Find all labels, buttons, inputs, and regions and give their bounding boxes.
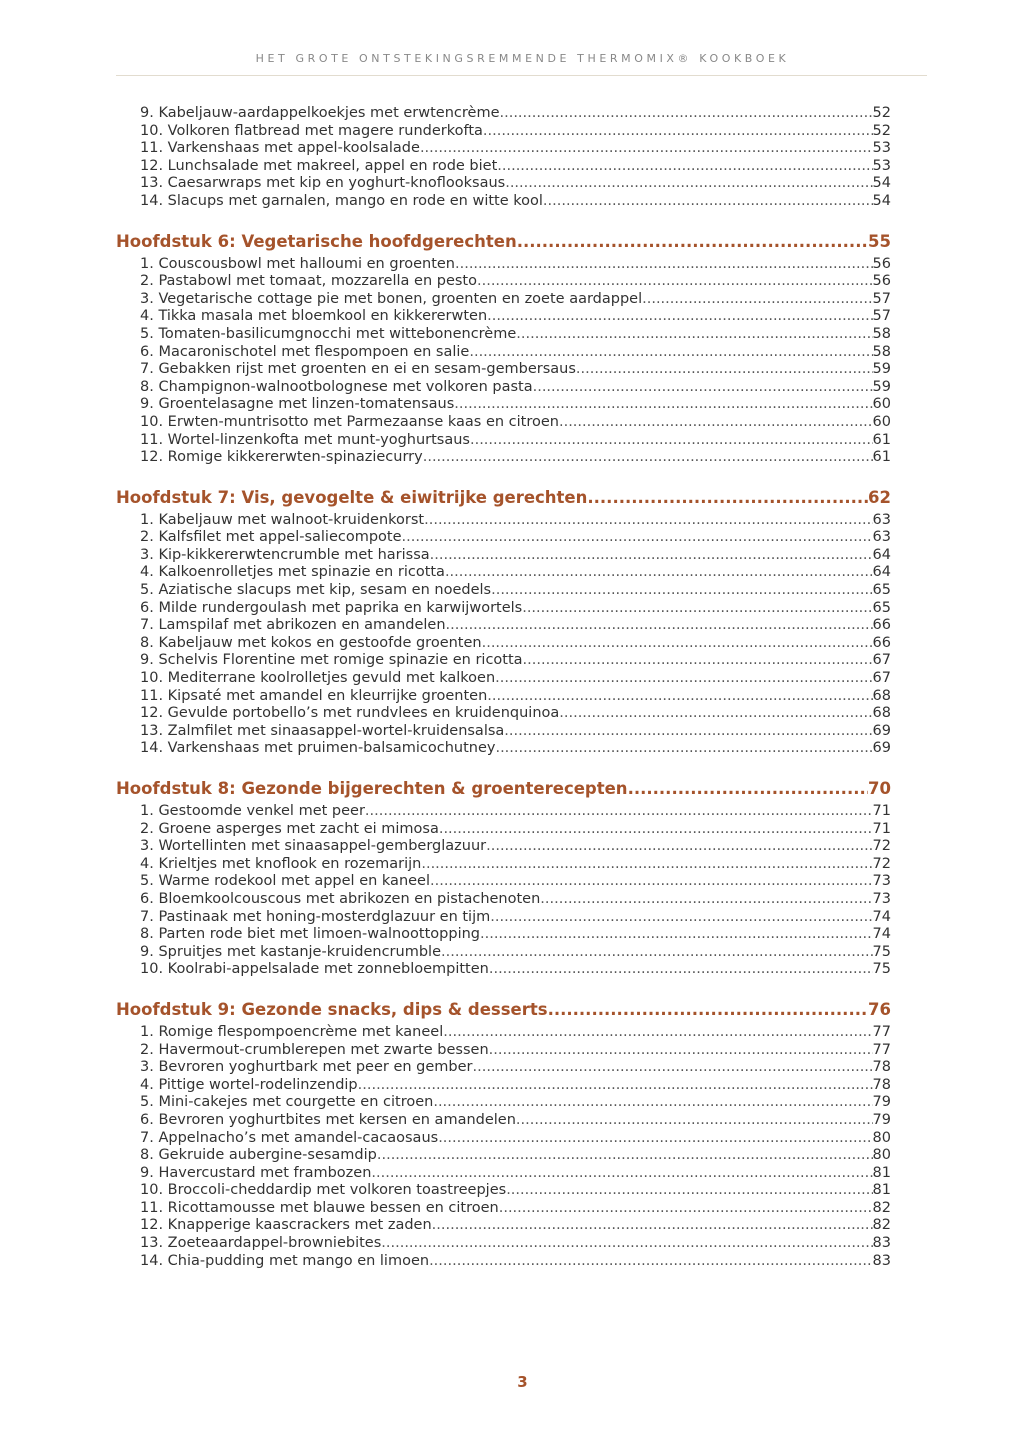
entry-page-number: 58	[872, 325, 891, 342]
dot-leader	[628, 778, 868, 800]
dot-leader	[533, 379, 873, 397]
entry-title: 12. Lunchsalade met makreel, appel en rode biet	[140, 157, 498, 174]
entry-title: 2. Havermout-crumblerepen met zwarte bessen	[140, 1041, 489, 1058]
entry-title: 2. Groene asperges met zacht ei mimosa	[140, 820, 439, 837]
entry-page-number: 82	[872, 1217, 891, 1234]
entry-page-number: 71	[872, 820, 891, 837]
entry-page-number: 67	[872, 670, 891, 687]
dot-leader	[454, 396, 872, 414]
toc-entry[interactable]	[116, 344, 891, 362]
toc-entry[interactable]	[116, 838, 891, 856]
header-divider	[116, 75, 927, 76]
dot-leader	[487, 308, 872, 326]
entry-title: 8. Champignon-walnootbolognese met volkoren pasta	[140, 378, 533, 395]
entry-page-number: 65	[872, 582, 891, 599]
dot-leader	[473, 1059, 873, 1077]
entry-title: 10. Erwten-muntrisotto met Parmezaanse kaas en citroen	[140, 413, 559, 430]
entry-title: 5. Mini-cakejes met courgette en citroen	[140, 1094, 434, 1111]
entry-page-number: 81	[872, 1164, 891, 1181]
entry-page-number: 66	[872, 634, 891, 651]
entry-page-number: 57	[872, 290, 891, 307]
toc-entry[interactable]	[116, 326, 891, 344]
entry-title: 5. Warme rodekool met appel en kaneel	[140, 873, 430, 890]
entry-page-number: 79	[872, 1094, 891, 1111]
dot-leader	[540, 891, 872, 909]
chapter-title: Hoofdstuk 8: Gezonde bijgerechten & groenterecepten	[116, 779, 628, 798]
entry-page-number: 72	[872, 855, 891, 872]
dot-leader	[517, 231, 868, 253]
entry-title: 10. Broccoli-cheddardip met volkoren toastreepjes	[140, 1182, 507, 1199]
dot-leader	[495, 740, 872, 758]
dot-leader	[559, 414, 873, 432]
entry-title: 4. Pittige wortel-rodelinzendip	[140, 1076, 358, 1093]
entry-page-number: 83	[872, 1235, 891, 1252]
entry-title: 6. Bevroren yoghurtbites met kersen en amandelen	[140, 1111, 516, 1128]
dot-leader	[543, 193, 873, 211]
dot-leader	[438, 1130, 872, 1148]
entry-page-number: 52	[872, 122, 891, 139]
toc-entry[interactable]	[116, 1042, 891, 1060]
entry-title: 9. Groentelasagne met linzen-tomatensaus	[140, 396, 455, 413]
toc-entry[interactable]	[116, 740, 891, 758]
entry-page-number: 83	[872, 1252, 891, 1269]
entry-page-number: 74	[872, 908, 891, 925]
chapter-heading[interactable]	[116, 778, 891, 800]
dot-leader	[358, 1077, 873, 1095]
chapter-title: Hoofdstuk 7: Vis, gevogelte & eiwitrijke gerechten	[116, 487, 588, 507]
dot-leader	[490, 909, 872, 927]
entry-title: 3. Kip-kikkererwtencrumble met harissa	[140, 546, 430, 563]
entry-title: 9. Spruitjes met kastanje-kruidencrumble	[140, 943, 441, 960]
entry-page-number: 61	[872, 431, 891, 448]
toc-entry[interactable]	[116, 1200, 891, 1218]
entry-title: 7. Gebakken rijst met groenten en ei en sesam-gembersaus	[140, 361, 576, 378]
toc-entry[interactable]	[116, 432, 891, 450]
entry-title: 3. Wortellinten met sinaasappel-gemberglazuur	[140, 838, 487, 855]
toc-entry[interactable]	[116, 803, 891, 821]
toc-entry[interactable]	[116, 123, 891, 141]
entry-page-number: 77	[872, 1023, 891, 1040]
toc-entry[interactable]	[116, 273, 891, 291]
entry-page-number: 73	[872, 890, 891, 907]
entry-page-number: 56	[872, 255, 891, 272]
toc-entry[interactable]	[116, 617, 891, 635]
entry-title: 9. Kabeljauw-aardappelkoekjes met erwtencrème	[140, 105, 500, 121]
dot-leader	[446, 617, 873, 635]
chapter-page-number: 76	[868, 999, 891, 1019]
entry-title: 13. Zoeteaardappel-browniebites	[140, 1235, 382, 1252]
toc-entry[interactable]	[116, 1147, 891, 1165]
dot-leader	[470, 432, 873, 450]
dot-leader	[443, 1024, 872, 1042]
entry-page-number: 81	[872, 1182, 891, 1199]
entry-title: 8. Gekruide aubergine-sesamdip	[140, 1147, 377, 1164]
entry-title: 11. Kipsaté met amandel en kleurrijke groenten	[140, 687, 488, 704]
entry-title: 12. Knapperige kaascrackers met zaden	[140, 1217, 432, 1234]
entry-page-number: 64	[872, 546, 891, 563]
entry-page-number: 69	[872, 722, 891, 739]
toc-entry[interactable]	[116, 909, 891, 927]
entry-page-number: 54	[872, 192, 891, 209]
dot-leader	[433, 1094, 872, 1112]
dot-leader	[420, 140, 873, 158]
dot-leader	[500, 105, 873, 123]
toc-entry[interactable]	[116, 512, 891, 530]
entry-page-number: 53	[872, 157, 891, 174]
toc-entry[interactable]	[116, 1112, 891, 1130]
entry-page-number: 57	[872, 308, 891, 325]
dot-leader	[489, 1042, 873, 1060]
dot-leader	[504, 723, 872, 741]
toc-entry[interactable]	[116, 1182, 891, 1200]
toc-entry[interactable]	[116, 688, 891, 706]
page-number: 3	[517, 1373, 528, 1391]
toc-entry[interactable]	[116, 926, 891, 944]
chapter-heading[interactable]	[116, 999, 891, 1021]
dot-leader	[477, 273, 873, 291]
entry-page-number: 60	[872, 413, 891, 430]
entry-page-number: 71	[872, 803, 891, 819]
entry-page-number: 54	[872, 175, 891, 192]
entry-page-number: 68	[872, 687, 891, 704]
toc-entry[interactable]	[116, 723, 891, 741]
dot-leader	[423, 449, 873, 467]
entry-page-number: 53	[872, 140, 891, 157]
entry-page-number: 66	[872, 617, 891, 634]
toc-entry[interactable]	[116, 308, 891, 326]
entry-page-number: 56	[872, 273, 891, 290]
entry-title: 10. Koolrabi-appelsalade met zonnebloempitten	[140, 961, 489, 978]
dot-leader	[439, 821, 873, 839]
dot-leader	[432, 1217, 873, 1235]
dot-leader	[516, 1112, 873, 1130]
entry-title: 1. Romige flespompoencrème met kaneel	[140, 1023, 444, 1040]
entry-page-number: 61	[872, 449, 891, 466]
toc-entry[interactable]	[116, 379, 891, 397]
entry-page-number: 77	[872, 1041, 891, 1058]
toc-entry[interactable]	[116, 705, 891, 723]
entry-title: 6. Milde rundergoulash met paprika en karwijwortels	[140, 599, 523, 616]
dot-leader	[522, 600, 872, 618]
entry-page-number: 59	[872, 361, 891, 378]
entry-title: 10. Mediterrane koolrolletjes gevuld met kalkoen	[140, 670, 496, 687]
entry-page-number: 59	[872, 378, 891, 395]
toc-entry[interactable]	[116, 961, 891, 979]
entry-title: 10. Volkoren flatbread met magere runderkofta	[140, 122, 483, 139]
entry-title: 12. Romige kikkererwten-spinaziecurry	[140, 449, 423, 466]
toc-entry[interactable]	[116, 158, 891, 176]
entry-page-number: 80	[872, 1147, 891, 1164]
entry-title: 6. Bloemkoolcouscous met abrikozen en pistachenoten	[140, 890, 541, 907]
toc-entry[interactable]	[116, 1094, 891, 1112]
dot-leader	[421, 856, 872, 874]
dot-leader	[516, 326, 872, 344]
entry-title: 7. Pastinaak met honing-mosterdglazuur en tijm	[140, 908, 491, 925]
entry-page-number: 78	[872, 1059, 891, 1076]
toc-entry[interactable]	[116, 529, 891, 547]
toc-entry[interactable]	[116, 1059, 891, 1077]
toc-entry[interactable]	[116, 105, 891, 123]
entry-title: 3. Vegetarische cottage pie met bonen, groenten en zoete aardappel	[140, 290, 643, 307]
toc-entry[interactable]	[116, 582, 891, 600]
toc-entry[interactable]	[116, 1077, 891, 1095]
entry-page-number: 72	[872, 838, 891, 855]
entry-page-number: 80	[872, 1129, 891, 1146]
chapter-page-number: 55	[868, 231, 891, 251]
entry-page-number: 64	[872, 564, 891, 581]
toc-entry[interactable]	[116, 652, 891, 670]
dot-leader	[377, 1147, 873, 1165]
toc-entry[interactable]	[116, 564, 891, 582]
chapter-heading[interactable]	[116, 231, 891, 253]
dot-leader	[430, 873, 873, 891]
toc-entry[interactable]	[116, 140, 891, 158]
dot-leader	[495, 670, 872, 688]
entry-title: 11. Varkenshaas met appel-koolsalade	[140, 140, 420, 157]
entry-title: 5. Tomaten-basilicumgnocchi met wittebonencrème	[140, 325, 517, 342]
entry-page-number: 67	[872, 652, 891, 669]
toc-entry[interactable]	[116, 821, 891, 839]
entry-title: 8. Kabeljauw met kokos en gestoofde groenten	[140, 634, 482, 651]
dot-leader	[365, 803, 873, 821]
entry-title: 13. Zalmfilet met sinaasappel-wortel-kruidensalsa	[140, 722, 505, 739]
entry-title: 9. Havercustard met frambozen	[140, 1164, 372, 1181]
toc-entry[interactable]	[116, 547, 891, 565]
dot-leader	[505, 175, 872, 193]
entry-page-number: 68	[872, 705, 891, 722]
entry-title: 2. Kalfsfilet met appel-saliecompote	[140, 529, 402, 546]
toc-entry[interactable]	[116, 944, 891, 962]
entry-page-number: 52	[872, 105, 891, 121]
entry-page-number: 75	[872, 943, 891, 960]
toc-entry[interactable]	[116, 1217, 891, 1235]
dot-leader	[483, 123, 873, 141]
chapter-heading[interactable]	[116, 487, 891, 509]
dot-leader	[429, 1253, 872, 1271]
dot-leader	[402, 529, 873, 547]
chapter-title: Hoofdstuk 6: Vegetarische hoofdgerechten	[116, 231, 517, 251]
entry-title: 8. Parten rode biet met limoen-walnoottopping	[140, 926, 480, 943]
entry-title: 2. Pastabowl met tomaat, mozzarella en pesto	[140, 273, 477, 290]
entry-page-number: 73	[872, 873, 891, 890]
entry-page-number: 78	[872, 1076, 891, 1093]
entry-title: 4. Tikka masala met bloemkool en kikkererwten	[140, 308, 488, 325]
entry-title: 7. Lamspilaf met abrikozen en amandelen	[140, 617, 446, 634]
entry-title: 6. Macaronischotel met flespompoen en salie	[140, 343, 470, 360]
dot-leader	[497, 158, 872, 176]
chapter-title: Hoofdstuk 9: Gezonde snacks, dips & desserts	[116, 999, 548, 1019]
entry-title: 4. Krieltjes met knoflook en rozemarijn	[140, 855, 422, 872]
entry-title: 1. Gestoomde venkel met peer	[140, 803, 365, 819]
dot-leader	[587, 487, 868, 509]
entry-title: 1. Couscousbowl met halloumi en groenten	[140, 255, 455, 272]
entry-page-number: 82	[872, 1199, 891, 1216]
dot-leader	[480, 926, 873, 944]
dot-leader	[642, 291, 872, 309]
toc-entry[interactable]	[116, 291, 891, 309]
dot-leader	[371, 1165, 872, 1183]
entry-page-number: 63	[872, 529, 891, 546]
entry-page-number: 75	[872, 961, 891, 978]
dot-leader	[489, 961, 873, 979]
toc-entry[interactable]	[116, 600, 891, 618]
dot-leader	[455, 256, 873, 274]
dot-leader	[381, 1235, 872, 1253]
dot-leader	[487, 688, 872, 706]
toc-entry[interactable]	[116, 193, 891, 211]
toc-entry[interactable]	[116, 1024, 891, 1042]
entry-page-number: 63	[872, 511, 891, 528]
chapter-page-number: 70	[868, 779, 891, 798]
entry-title: 11. Wortel-linzenkofta met munt-yoghurtsaus	[140, 431, 470, 448]
toc-entry[interactable]	[116, 175, 891, 193]
entry-title: 12. Gevulde portobello’s met rundvlees en kruidenquinoa	[140, 705, 560, 722]
dot-leader	[523, 652, 873, 670]
entry-title: 14. Slacups met garnalen, mango en rode en witte kool	[140, 192, 543, 209]
toc-entry[interactable]	[116, 396, 891, 414]
toc-entry[interactable]	[116, 1235, 891, 1253]
dot-leader	[559, 705, 872, 723]
dot-leader	[576, 361, 873, 379]
entry-page-number: 69	[872, 740, 891, 757]
entry-title: 7. Appelnacho’s met amandel-cacaosaus	[140, 1129, 439, 1146]
entry-page-number: 74	[872, 926, 891, 943]
toc-entry[interactable]	[116, 873, 891, 891]
dot-leader	[469, 344, 872, 362]
toc-entry[interactable]	[116, 449, 891, 467]
toc-entry[interactable]	[116, 856, 891, 874]
dot-leader	[506, 1182, 872, 1200]
entry-page-number: 60	[872, 396, 891, 413]
entry-title: 1. Kabeljauw met walnoot-kruidenkorst	[140, 511, 425, 528]
entry-page-number: 58	[872, 343, 891, 360]
toc-entry[interactable]	[116, 635, 891, 653]
dot-leader	[430, 547, 873, 565]
entry-title: 5. Aziatische slacups met kip, sesam en noedels	[140, 582, 492, 599]
entry-title: 13. Caesarwraps met kip en yoghurt-knoflooksaus	[140, 175, 506, 192]
toc-entry[interactable]	[116, 1130, 891, 1148]
entry-title: 3. Bevroren yoghurtbark met peer en gember	[140, 1059, 473, 1076]
entry-title: 11. Ricottamousse met blauwe bessen en citroen	[140, 1199, 499, 1216]
toc-entry[interactable]	[116, 414, 891, 432]
entry-page-number: 65	[872, 599, 891, 616]
entry-page-number: 79	[872, 1111, 891, 1128]
toc-entry[interactable]	[116, 1253, 891, 1271]
table-of-contents	[116, 105, 891, 1270]
chapter-page-number: 62	[868, 487, 891, 507]
dot-leader	[548, 999, 868, 1021]
running-header: HET GROTE ONTSTEKINGSREMMENDE THERMOMIX® KOOKBOEK	[255, 52, 790, 65]
dot-leader	[424, 512, 872, 530]
entry-title: 14. Chia-pudding met mango en limoen	[140, 1252, 430, 1269]
dot-leader	[491, 582, 872, 600]
toc-entry[interactable]	[116, 891, 891, 909]
toc-entry[interactable]	[116, 670, 891, 688]
dot-leader	[445, 564, 873, 582]
entry-title: 9. Schelvis Florentine met romige spinazie en ricotta	[140, 652, 523, 669]
entry-title: 4. Kalkoenrolletjes met spinazie en ricotta	[140, 564, 445, 581]
dot-leader	[441, 944, 873, 962]
dot-leader	[482, 635, 873, 653]
entry-title: 14. Varkenshaas met pruimen-balsamicochutney	[140, 740, 496, 757]
toc-entry[interactable]	[116, 361, 891, 379]
toc-entry[interactable]	[116, 256, 891, 274]
dot-leader	[486, 838, 872, 856]
dot-leader	[499, 1200, 873, 1218]
toc-entry[interactable]	[116, 1165, 891, 1183]
